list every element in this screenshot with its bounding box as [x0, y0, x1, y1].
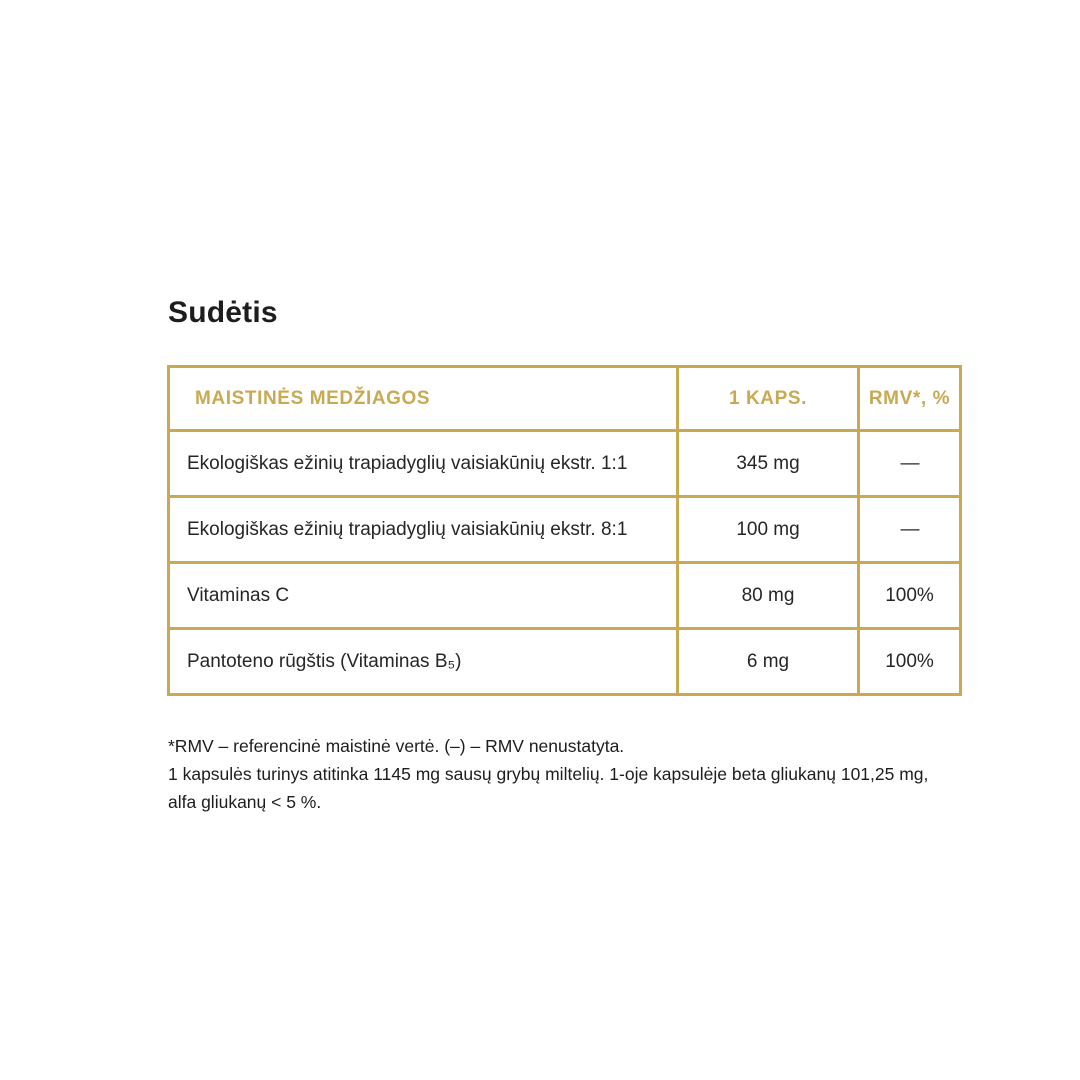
footnote-rmv-definition: *RMV – referencinė maistinė vertė. (–) – RMV nenustatyta.	[168, 736, 625, 756]
nutrient-amount: 345 mg	[678, 431, 859, 497]
nutrient-amount: 100 mg	[678, 497, 859, 563]
footnotes	[168, 732, 960, 816]
nutrient-amount: 6 mg	[678, 629, 859, 695]
page-title: Sudėtis	[168, 296, 278, 329]
table-row	[169, 563, 961, 629]
col-header-rmv: RMV*, %	[859, 367, 961, 431]
nutrient-rmv: 100%	[859, 563, 961, 629]
nutrient-rmv: —	[859, 431, 961, 497]
table-row	[169, 629, 961, 695]
col-header-per-capsule: 1 KAPS.	[678, 367, 859, 431]
nutrient-name: Ekologiškas ežinių trapiadyglių vaisiakūnių ekstr. 1:1	[169, 431, 678, 497]
nutrient-name: Vitaminas C	[169, 563, 678, 629]
table-header-row	[169, 367, 961, 431]
nutrient-name: Ekologiškas ežinių trapiadyglių vaisiakūnių ekstr. 8:1	[169, 497, 678, 563]
nutrition-table	[167, 365, 962, 696]
nutrient-name: Pantoteno rūgštis (Vitaminas B₅)	[169, 629, 678, 695]
table-row	[169, 497, 961, 563]
col-header-nutrients: MAISTINĖS MEDŽIAGOS	[169, 367, 678, 431]
footnote-capsule-content: 1 kapsulės turinys atitinka 1145 mg sausų grybų miltelių. 1-oje kapsulėje beta gliukanų 101,25 mg, alfa gliukanų < 5 %.	[168, 764, 929, 812]
nutrient-amount: 80 mg	[678, 563, 859, 629]
nutrient-rmv: —	[859, 497, 961, 563]
table-row	[169, 431, 961, 497]
nutrient-rmv: 100%	[859, 629, 961, 695]
